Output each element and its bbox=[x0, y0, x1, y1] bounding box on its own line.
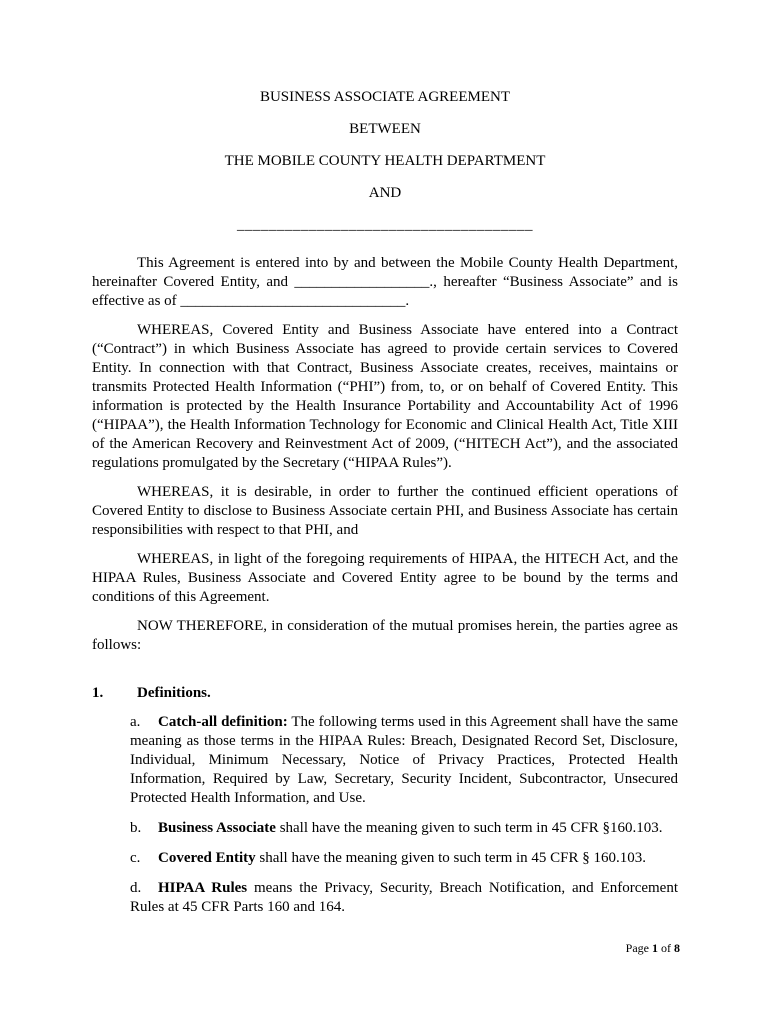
document-title-block bbox=[92, 88, 678, 235]
title-line-agreement: BUSINESS ASSOCIATE AGREEMENT bbox=[259, 89, 511, 105]
item-d-marker: d. bbox=[130, 880, 142, 896]
item-c-marker: c. bbox=[130, 850, 141, 866]
item-b-marker: b. bbox=[130, 820, 142, 836]
footer-total-pages: 8 bbox=[674, 941, 680, 955]
page-footer bbox=[626, 941, 680, 956]
item-d-term: HIPAA Rules bbox=[158, 880, 248, 896]
footer-of-label: of bbox=[658, 941, 674, 955]
section-number: 1. bbox=[92, 685, 104, 701]
definition-item-c bbox=[130, 849, 678, 868]
footer-page-label: Page bbox=[625, 941, 652, 955]
item-c-term: Covered Entity bbox=[158, 850, 256, 866]
item-b-term: Business Associate bbox=[158, 820, 276, 836]
now-therefore-paragraph: NOW THEREFORE, in consideration of the mutual promises herein, the parties agree as follows: bbox=[92, 618, 678, 653]
item-a-marker: a. bbox=[130, 714, 141, 730]
title-line-department: THE MOBILE COUNTY HEALTH DEPARTMENT bbox=[224, 153, 546, 169]
whereas-paragraph-1: WHEREAS, Covered Entity and Business Associate have entered into a Contract (“Contract”) in which Business Associate has agreed to provide certain services to Covered Entity. In connection with that Contract, Business Associate creates, receives, maintains or transmits Protected Health Information (“PHI”) from, to, or on behalf of Covered Entity. This information is protected by the Health Insurance Portability and Accountability Act of 1996 (“HIPAA”), the Health Information Technology for Economic and Clinical Health Act, Title XIII of the American Recovery and Reinvestment Act of 2009, (“HITECH Act”), and the associated regulations promulgated by the Secretary (“HIPAA Rules”). bbox=[92, 322, 678, 471]
footer-page-number: 1 bbox=[652, 941, 658, 955]
section-1-heading bbox=[92, 684, 678, 703]
section-title: Definitions. bbox=[137, 685, 211, 701]
intro-paragraph: This Agreement is entered into by and between the Mobile County Health Department, hereinafter Covered Entity, and __________________., hereafter “Business Associate” and is effective as of ______________________________. bbox=[92, 255, 678, 309]
title-blank-line: _____________________________________ bbox=[237, 217, 533, 233]
item-a-term: Catch-all definition: bbox=[158, 714, 288, 730]
title-line-between: BETWEEN bbox=[349, 121, 421, 137]
definition-item-a bbox=[130, 713, 678, 808]
whereas-paragraph-3: WHEREAS, in light of the foregoing requirements of HIPAA, the HITECH Act, and the HIPAA Rules, Business Associate and Covered Entity agree to be bound by the terms and conditions of this Agreement. bbox=[92, 551, 678, 605]
definition-item-b bbox=[130, 819, 678, 838]
item-b-text: shall have the meaning given to such term in 45 CFR §160.103. bbox=[275, 820, 663, 836]
item-c-text: shall have the meaning given to such term in 45 CFR § 160.103. bbox=[255, 850, 647, 866]
item-d-text: means the Privacy, Security, Breach Notification, and Enforcement Rules at 45 CFR Parts 160 and 164. bbox=[130, 880, 679, 915]
item-a-text: The following terms used in this Agreement shall have the same meaning as those terms in the HIPAA Rules: Breach, Designated Record Set, Disclosure, Individual, Minimum Necessary, Notice of Privacy Practices, Protected Health Information, Required by Law, Secretary, Security Incident, Subcontractor, Unsecured Protected Health Information, and Use. bbox=[130, 714, 678, 806]
definition-item-d bbox=[130, 879, 678, 917]
title-line-and: AND bbox=[368, 185, 402, 201]
whereas-paragraph-2: WHEREAS, it is desirable, in order to further the continued efficient operations of Covered Entity to disclose to Business Associate certain PHI, and Business Associate has certain responsibilities with respect to that PHI, and bbox=[92, 484, 678, 538]
